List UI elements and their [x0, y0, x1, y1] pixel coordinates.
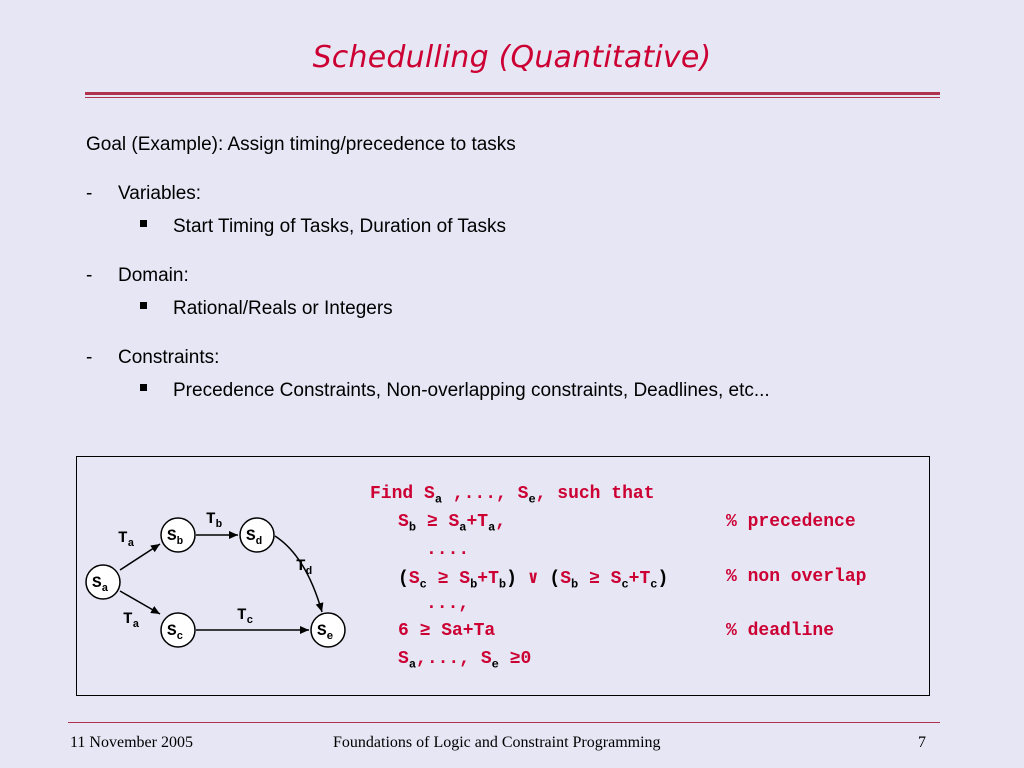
svg-text:Sd: $S_d$ — [246, 527, 263, 548]
bullet-domain — [140, 298, 393, 320]
footer-page-number: 7 — [918, 734, 926, 751]
edge-sa-sb — [120, 544, 160, 570]
svg-text:Sb: $S_b$ — [167, 527, 184, 548]
bullet-square-icon — [140, 302, 147, 309]
edge-label-tc: $T_c$ — [237, 606, 254, 627]
code-overlap-line: $(S_c \ge S_b+T_b)$ ∨ $(S_b \ge S_c+T_c)$ — [398, 569, 669, 592]
bullet-text: Start Timing of Tasks, Duration of Tasks — [173, 216, 506, 237]
svg-text:Sa: $S_a$ — [92, 574, 109, 595]
footer-rule — [68, 722, 940, 723]
bullet-square-icon — [140, 384, 147, 391]
node-sd — [240, 518, 274, 552]
dash-marker: - — [86, 183, 93, 204]
section-label: Domain: — [118, 265, 189, 286]
code-overlap-comment: % non overlap — [726, 567, 867, 587]
section-variables — [86, 183, 201, 205]
bullet-constraints — [140, 380, 770, 402]
footer-date: 11 November 2005 — [70, 734, 193, 751]
code-ellipsis-1: .... — [426, 540, 470, 560]
edge-label-td: $T_d$ — [296, 557, 313, 578]
section-domain — [86, 265, 189, 287]
edge-label-ta-top: $T_a$ — [118, 529, 135, 550]
node-sb — [161, 518, 195, 552]
bullet-text: Precedence Constraints, Non-overlapping constraints, Deadlines, etc... — [173, 380, 770, 401]
node-sc — [161, 613, 195, 647]
code-deadline-line: 6 ≥ Sa+Ta — [398, 621, 496, 641]
code-domain-line: $S_a$,..., $S_e \ge 0$ — [398, 649, 532, 672]
code-ellipsis-2: ..., — [426, 594, 470, 614]
svg-text:Se: $S_e$ — [317, 622, 334, 643]
title-rule-thick — [85, 92, 940, 95]
precedence-graph — [76, 456, 376, 696]
edge-label-ta-bottom: $T_a$ — [123, 610, 140, 631]
edge-label-tb: $T_b$ — [206, 510, 223, 531]
bullet-square-icon — [140, 220, 147, 227]
code-precedence-comment: % precedence — [726, 512, 856, 532]
dash-marker: - — [86, 347, 93, 368]
section-label: Constraints: — [118, 347, 220, 368]
section-constraints — [86, 347, 219, 369]
bullet-text: Rational/Reals or Integers — [173, 298, 393, 319]
section-label: Variables: — [118, 183, 202, 204]
goal-text: Goal (Example): Assign timing/precedence to tasks — [86, 134, 516, 155]
slide-title: Schedulling (Quantitative) — [312, 40, 712, 75]
dash-marker: - — [86, 265, 93, 286]
node-se — [311, 613, 345, 647]
code-deadline-comment: % deadline — [726, 621, 835, 641]
code-find-line: Find $S_a$ ,..., $S_e$, such that — [370, 484, 655, 507]
footer-course: Foundations of Logic and Constraint Programming — [333, 734, 661, 751]
node-sa — [86, 565, 120, 599]
svg-text:Sc: $S_c$ — [167, 622, 184, 643]
code-precedence-line: $S_b \ge S_a+T_a$, — [398, 512, 507, 535]
title-rule-thin — [85, 97, 940, 98]
bullet-variables — [140, 216, 506, 238]
